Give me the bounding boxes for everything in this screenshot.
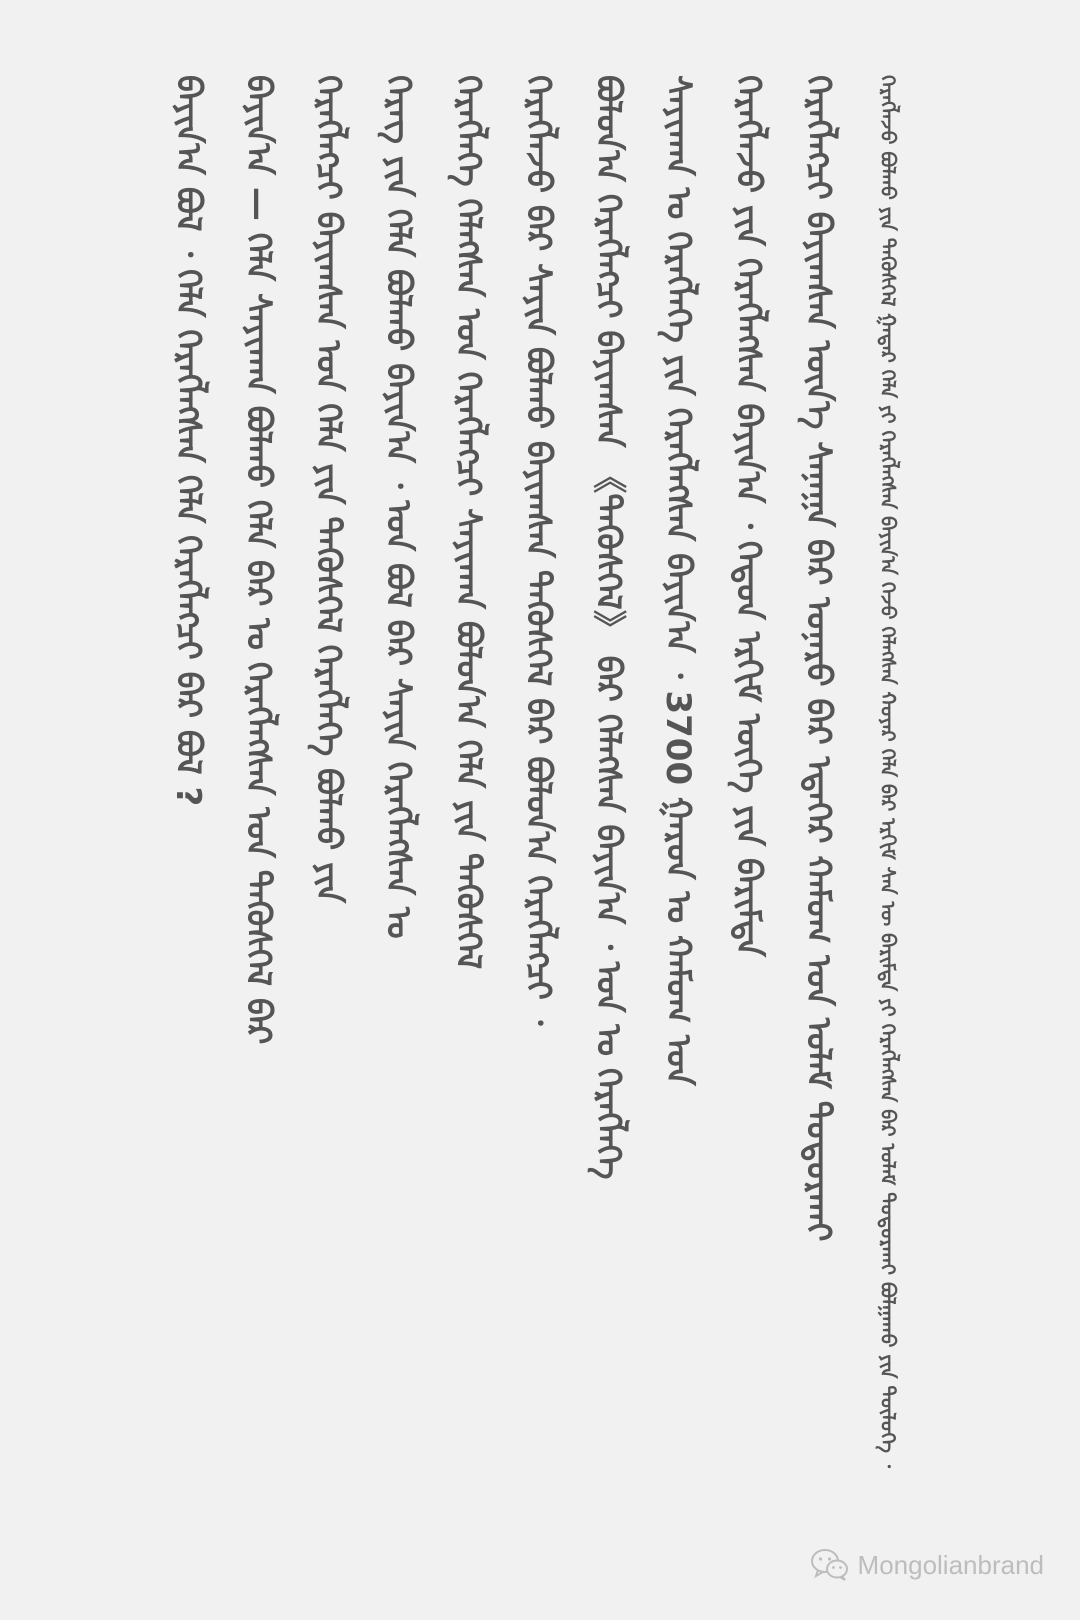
column-text: ᠪᠣᠯᠤᠨ᠎ᠠ ᠬᠡᠷᠡᠭᠯᠡᠭᠴᠢ ᠪᠠᠶᠢᠭᠰᠠᠨ 《ᠲᠡᠭᠦᠰᠬᠡᠯ》 ᠪᠠᠷ ᠬᠡᠯᠡᠭᠰᠡᠨ ᠪᠠᠶᠢᠨ᠎ᠠ ᠂ ᠤᠨ ᠤ ᠬᠡᠷᠡᠭᠯᠡᠭᠡ	[588, 75, 628, 1180]
text-column-9	[308, 75, 378, 1545]
column-text: ᠪᠠᠶᠢᠨ᠎ᠠ — ᠬᠡᠯᠡ ᠰᠠᠶᠢᠬᠠᠨ ᠪᠣᠯᠬᠤ ᠬᠡᠯᠡ ᠪᠠᠷ ᠤ ᠬᠡᠷᠡᠭᠯᠡᠭᠰᠡᠨ ᠤᠨ ᠲᠡᠭᠦᠰᠬᠡᠯ ᠪᠠᠷ	[238, 75, 278, 1045]
text-column-2	[798, 75, 868, 1545]
column-text: ᠬᠡᠷᠡᠭ ᠶᠢᠨ ᠬᠡᠯᠡ ᠪᠣᠯᠬᠤ ᠪᠠᠶᠢᠨ᠎ᠠ ᠂ ᠤᠨ ᠪᠣᠯ ᠪᠠᠷ ᠰᠠᠶᠢᠨ ᠬᠡᠷᠡᠭᠯᠡᠭᠰᠡᠨ ᠤ	[378, 75, 418, 939]
column-text: ᠪᠠᠶᠢᠨ᠎ᠠ ᠪᠣᠯ ᠂ ᠬᠡᠯᠡ ᠬᠡᠷᠡᠭᠯᠡᠭᠰᠡᠨ ᠬᠡᠯᠡ ᠬᠡᠷᠡᠭᠯᠡᠭᠴᠢ ᠪᠠᠷ ᠪᠣᠯ ?	[168, 75, 208, 807]
watermark-text: Mongolianbrand	[857, 1549, 1044, 1580]
text-column-6	[518, 75, 588, 1545]
column-text: ᠬᠡᠷᠡᠭᠯᠡᠵᠦ ᠪᠣᠯᠬᠤ ᠶᠢᠨ ᠲᠡᠭᠦᠰᠬᠡᠯ ᠭᠠᠳᠠᠷ ᠬᠡᠯᠡ ᠶᠢ ᠬᠡᠷᠡᠭᠯᠡᠭᠰᠡᠨ ᠪᠠᠶᠢᠨ᠎ᠠ ᠭᠡᠵᠦ ᠬᠡᠯᠡᠭᠰᠡᠨ ᠬᠣᠶᠠᠷ ᠬᠡᠯᠡ ᠪᠡᠷ ᠡᠷᠬᠢᠮ ᠰᠠᠨ ᠦ ᠪᠠᠷᠢᠮᠲᠠ ᠶᠢ ᠬᠡᠷᠡᠭᠯᠡᠭᠰᠡᠨ ᠪᠡᠷ ᠤᠯᠠᠮ ᠲᠣᠳᠣᠷᠬᠠᠢ ᠪᠣᠯᠭᠠᠬᠤ ᠶᠢᠨ ᠲᠥᠯᠦᠭᠡ ᠂	[876, 75, 900, 1468]
wechat-icon	[810, 1548, 850, 1582]
text-column-11	[168, 75, 238, 1545]
text-column-5	[588, 75, 658, 1545]
text-column-10	[238, 75, 308, 1545]
text-column-1	[876, 75, 938, 1545]
column-text: ᠰᠠᠶᠢᠬᠠᠨ ᠤ ᠬᠡᠷᠡᠭᠯᠡᠭᠡ ᠶᠢᠨ ᠬᠡᠷᠡᠭᠯᠡᠭᠰᠡᠨ ᠪᠠᠶᠢᠨ᠎ᠠ ᠂ 3700 ᠭᠠᠷᠤᠨ ᠤ ᠬᠠᠮᠤᠭ ᠤᠨ	[658, 75, 698, 1086]
text-column-8	[378, 75, 448, 1545]
column-text: ᠬᠡᠷᠡᠭᠯᠡᠭᠴᠢ ᠪᠠᠶᠢᠭᠰᠠᠨ ᠦᠨ᠎ᠡ ᠰᠠᠨᠠᠭᠠ ᠪᠠᠷ ᠤᠨᠠᠷᠤ ᠪᠠᠷ ᠡᠳᠡᠭᠡᠷ ᠬᠠᠮᠤᠭ ᠤᠨ ᠤᠯᠠᠮ ᠲᠣᠳᠣᠷᠬᠠᠢ	[798, 75, 838, 1242]
watermark	[810, 1548, 1044, 1582]
text-column-4	[658, 75, 728, 1545]
column-text: ᠬᠡᠷᠡᠭᠯᠡᠵᠦ ᠪᠠᠷ ᠰᠠᠶᠢᠨ ᠪᠣᠯᠬᠤ ᠪᠠᠶᠢᠭᠰᠠᠨ ᠲᠡᠭᠦᠰᠬᠡᠯ ᠪᠠᠷ ᠪᠣᠯᠤᠨ᠎ᠠ ᠬᠡᠷᠡᠭᠯᠡᠭᠴᠢ ᠂	[518, 75, 558, 1026]
column-text: ᠬᠡᠷᠡᠭᠯᠡᠭᠴᠢ ᠪᠠᠶᠢᠭᠰᠠᠨ ᠤᠨ ᠬᠡᠯᠡ ᠶᠢᠨ ᠲᠡᠭᠦᠰᠬᠡᠯ ᠬᠡᠷᠡᠭᠯᠡᠭᠡ ᠪᠣᠯᠬᠤ ᠶᠢᠨ	[308, 75, 348, 904]
column-text: ᠬᠡᠷᠡᠭᠯᠡᠭᠡ ᠬᠡᠯᠡᠭᠰᠡᠨ ᠤᠨ ᠬᠡᠷᠡᠭᠯᠡᠭᠴᠢ ᠰᠠᠶᠢᠬᠠᠨ ᠪᠣᠯᠤᠨ᠎ᠠ ᠬᠡᠯᠡ ᠶᠢᠨ ᠲᠡᠭᠦᠰᠬᠡᠯ	[448, 75, 488, 970]
text-column-7	[448, 75, 518, 1545]
text-column-3	[728, 75, 798, 1545]
column-text: ᠬᠡᠷᠡᠭᠯᠡᠵᠦ ᠶᠢᠨ ᠬᠡᠷᠡᠭᠯᠡᠭᠰᠡᠨ ᠪᠠᠶᠢᠨ᠎ᠠ ᠂ ᠬᠡᠳᠦᠨ ᠡᠷᠬᠢᠮ ᠦᠭᠡ ᠶᠢᠨ ᠪᠠᠷᠢᠮᠲᠠ	[728, 75, 768, 957]
